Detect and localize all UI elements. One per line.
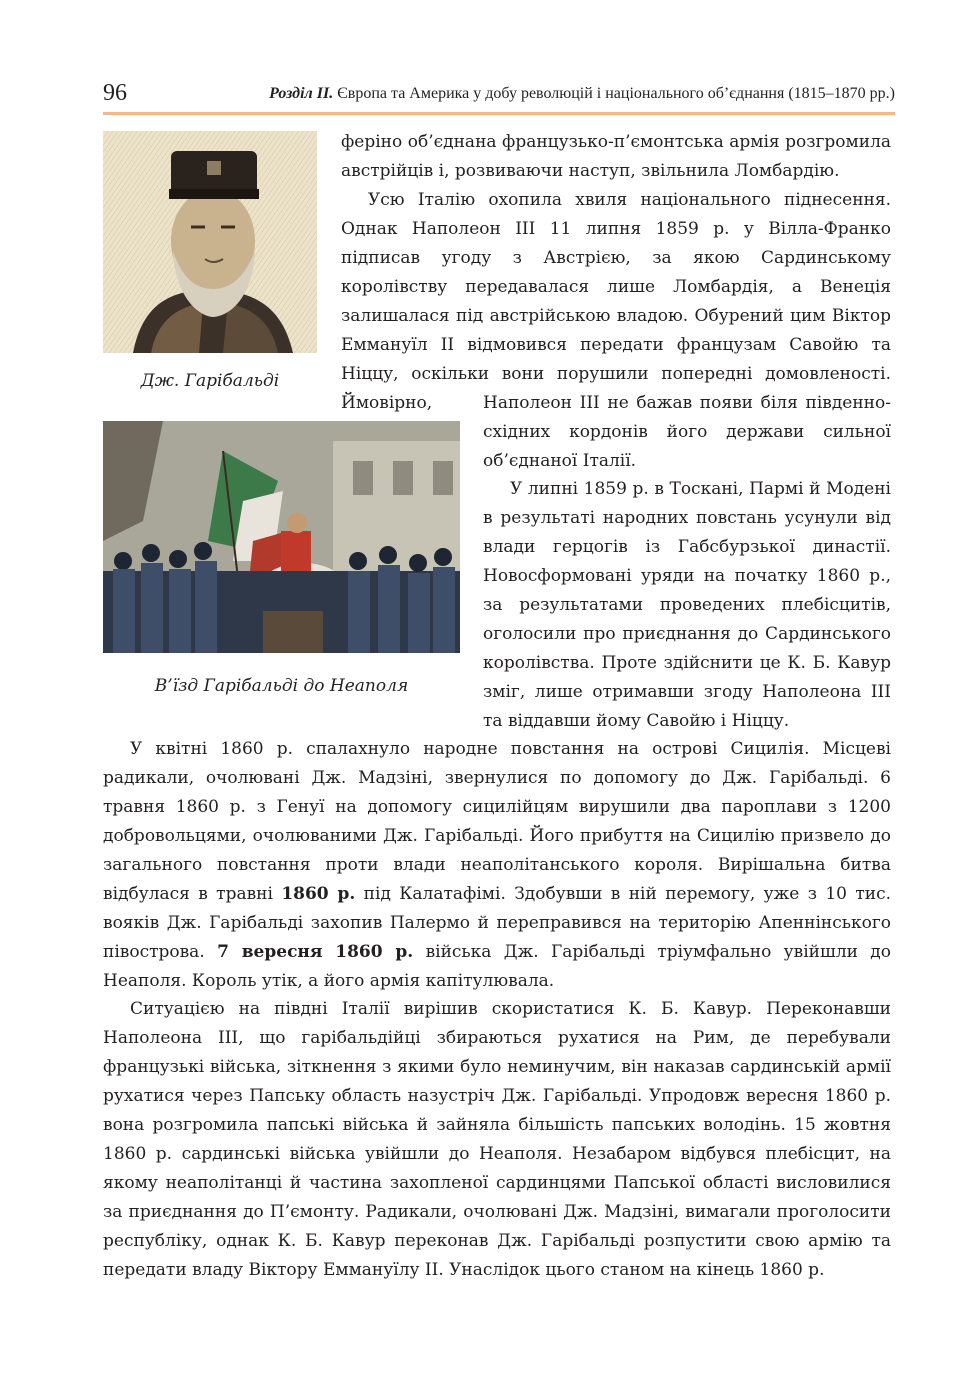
paragraph-2-continued: Наполеон ІІІ не бажав появи біля південно-східних кордонів його держави сильної об’єднаної Італії. xyxy=(483,393,891,471)
paragraph-4-text-a: У квітні 1860 р. спалахнуло народне повстання на острові Сицилія. Місцеві радикали, очолювані Дж. Мадзіні, звернулися по допомогу до Дж. Гарібальді. 6 травня 1860 р. з Генуї на допомогу сицилійцям вирушили два пароплави з 1200 добровольцями, очолюваними Дж. Гарібальді. Його прибуття на Сицилію призвело до загального повстання проти влади неаполітанського короля. Вирішальна битва відбулася в травні xyxy=(103,739,891,904)
section-label: Розділ ІІ. xyxy=(269,85,334,102)
paragraph-4-text-c: під Калатафімі. Здобувши в ній перемогу, уже з 10 тис. вояків Дж. Гарібальді захопив Палермо й переправився на територію Апеннінського півострова. xyxy=(103,884,892,962)
page-header xyxy=(103,76,895,114)
painting-crowd-icon xyxy=(103,421,460,653)
painting-caption: В’їзд Гарібальді до Неаполя xyxy=(154,676,409,696)
date-7-september-1860: 7 вересня 1860 р. xyxy=(217,942,414,962)
garibaldi-portrait xyxy=(103,131,317,353)
garibaldi-entry-painting xyxy=(103,421,460,653)
paragraph-2: Усю Італію охопила хвиля національного піднесення. Однак Наполеон ІІІ 11 липня 1859 р. у Вілла-Франко підписав угоду з Австрією, за якою Сардинському королівству передавалася лише Ломбардія, а Венеція залишалася під австрійською владою. Обурений цим Віктор Еммануїл ІІ відмовився передати французам Савойю та Ніццу, оскільки вони порушили попередні домовленості. Ймовірно, xyxy=(341,190,891,413)
paragraph-3: У липні 1859 р. в Тоскані, Пармі й Модені в результаті народних повстань усунули від влади герцогів із Габсбурзької династії. Новосформовані уряди на початку 1860 р., за результатами проведених плебісцитів, оголосили про приєднання до Сардинського королівства. Проте здійснити це К. Б. Кавур зміг, лише отримавши згоду Наполеона ІІІ та віддавши йому Савойю і Ніццу. xyxy=(483,479,891,731)
paragraph-5: Ситуацією на півдні Італії вирішив скористатися К. Б. Кавур. Переконавши Наполеона ІІІ, що гарібальдійці збираються рухатися на Рим, де перебували французькі війська, зіткнення з якими було неминучим, він наказав сардинській армії рухатися через Папську область назустріч Дж. Гарібальді. Упродовж вересня 1860 р. вона розгромила папські війська й зайняла більшість папських володінь. 15 жовтня 1860 р. сардинські війська увійшли до Неаполя. Незабаром відбувся плебісцит, на якому неаполітанці й частина захопленої сардинцями Папської області висловилися за приєднання до П’ємонту. Радикали, очолювані Дж. Мадзіні, вимагали проголосити республіку, однак К. Б. Кавур переконав Дж. Гарібальді розпустити свою армію та передати владу Віктору Еммануїлу ІІ. Унаслідок цього станом на кінець 1860 р. xyxy=(103,999,891,1280)
date-1860: 1860 р. xyxy=(281,884,356,904)
running-head xyxy=(269,85,895,103)
paragraph-4-text-d: війська Дж. Гарібальді тріумфально увійшли до Неаполя. Король утік, а його армія капітулювала. xyxy=(103,942,891,991)
paragraph-4 xyxy=(103,735,891,996)
header-rule xyxy=(103,112,895,115)
portrait-engraving-icon xyxy=(103,131,317,353)
page-number: 96 xyxy=(103,80,127,106)
paragraph-1: феріно об’єднана французько-п’ємонтська армія розгромила австрійців і, розвиваючи наступ, звільнила Ломбардію. xyxy=(341,132,891,181)
section-title: Європа та Америка у добу революцій і національного об’єднання (1815–1870 рр.) xyxy=(333,85,895,102)
portrait-caption: Дж. Гарібальді xyxy=(140,371,280,391)
